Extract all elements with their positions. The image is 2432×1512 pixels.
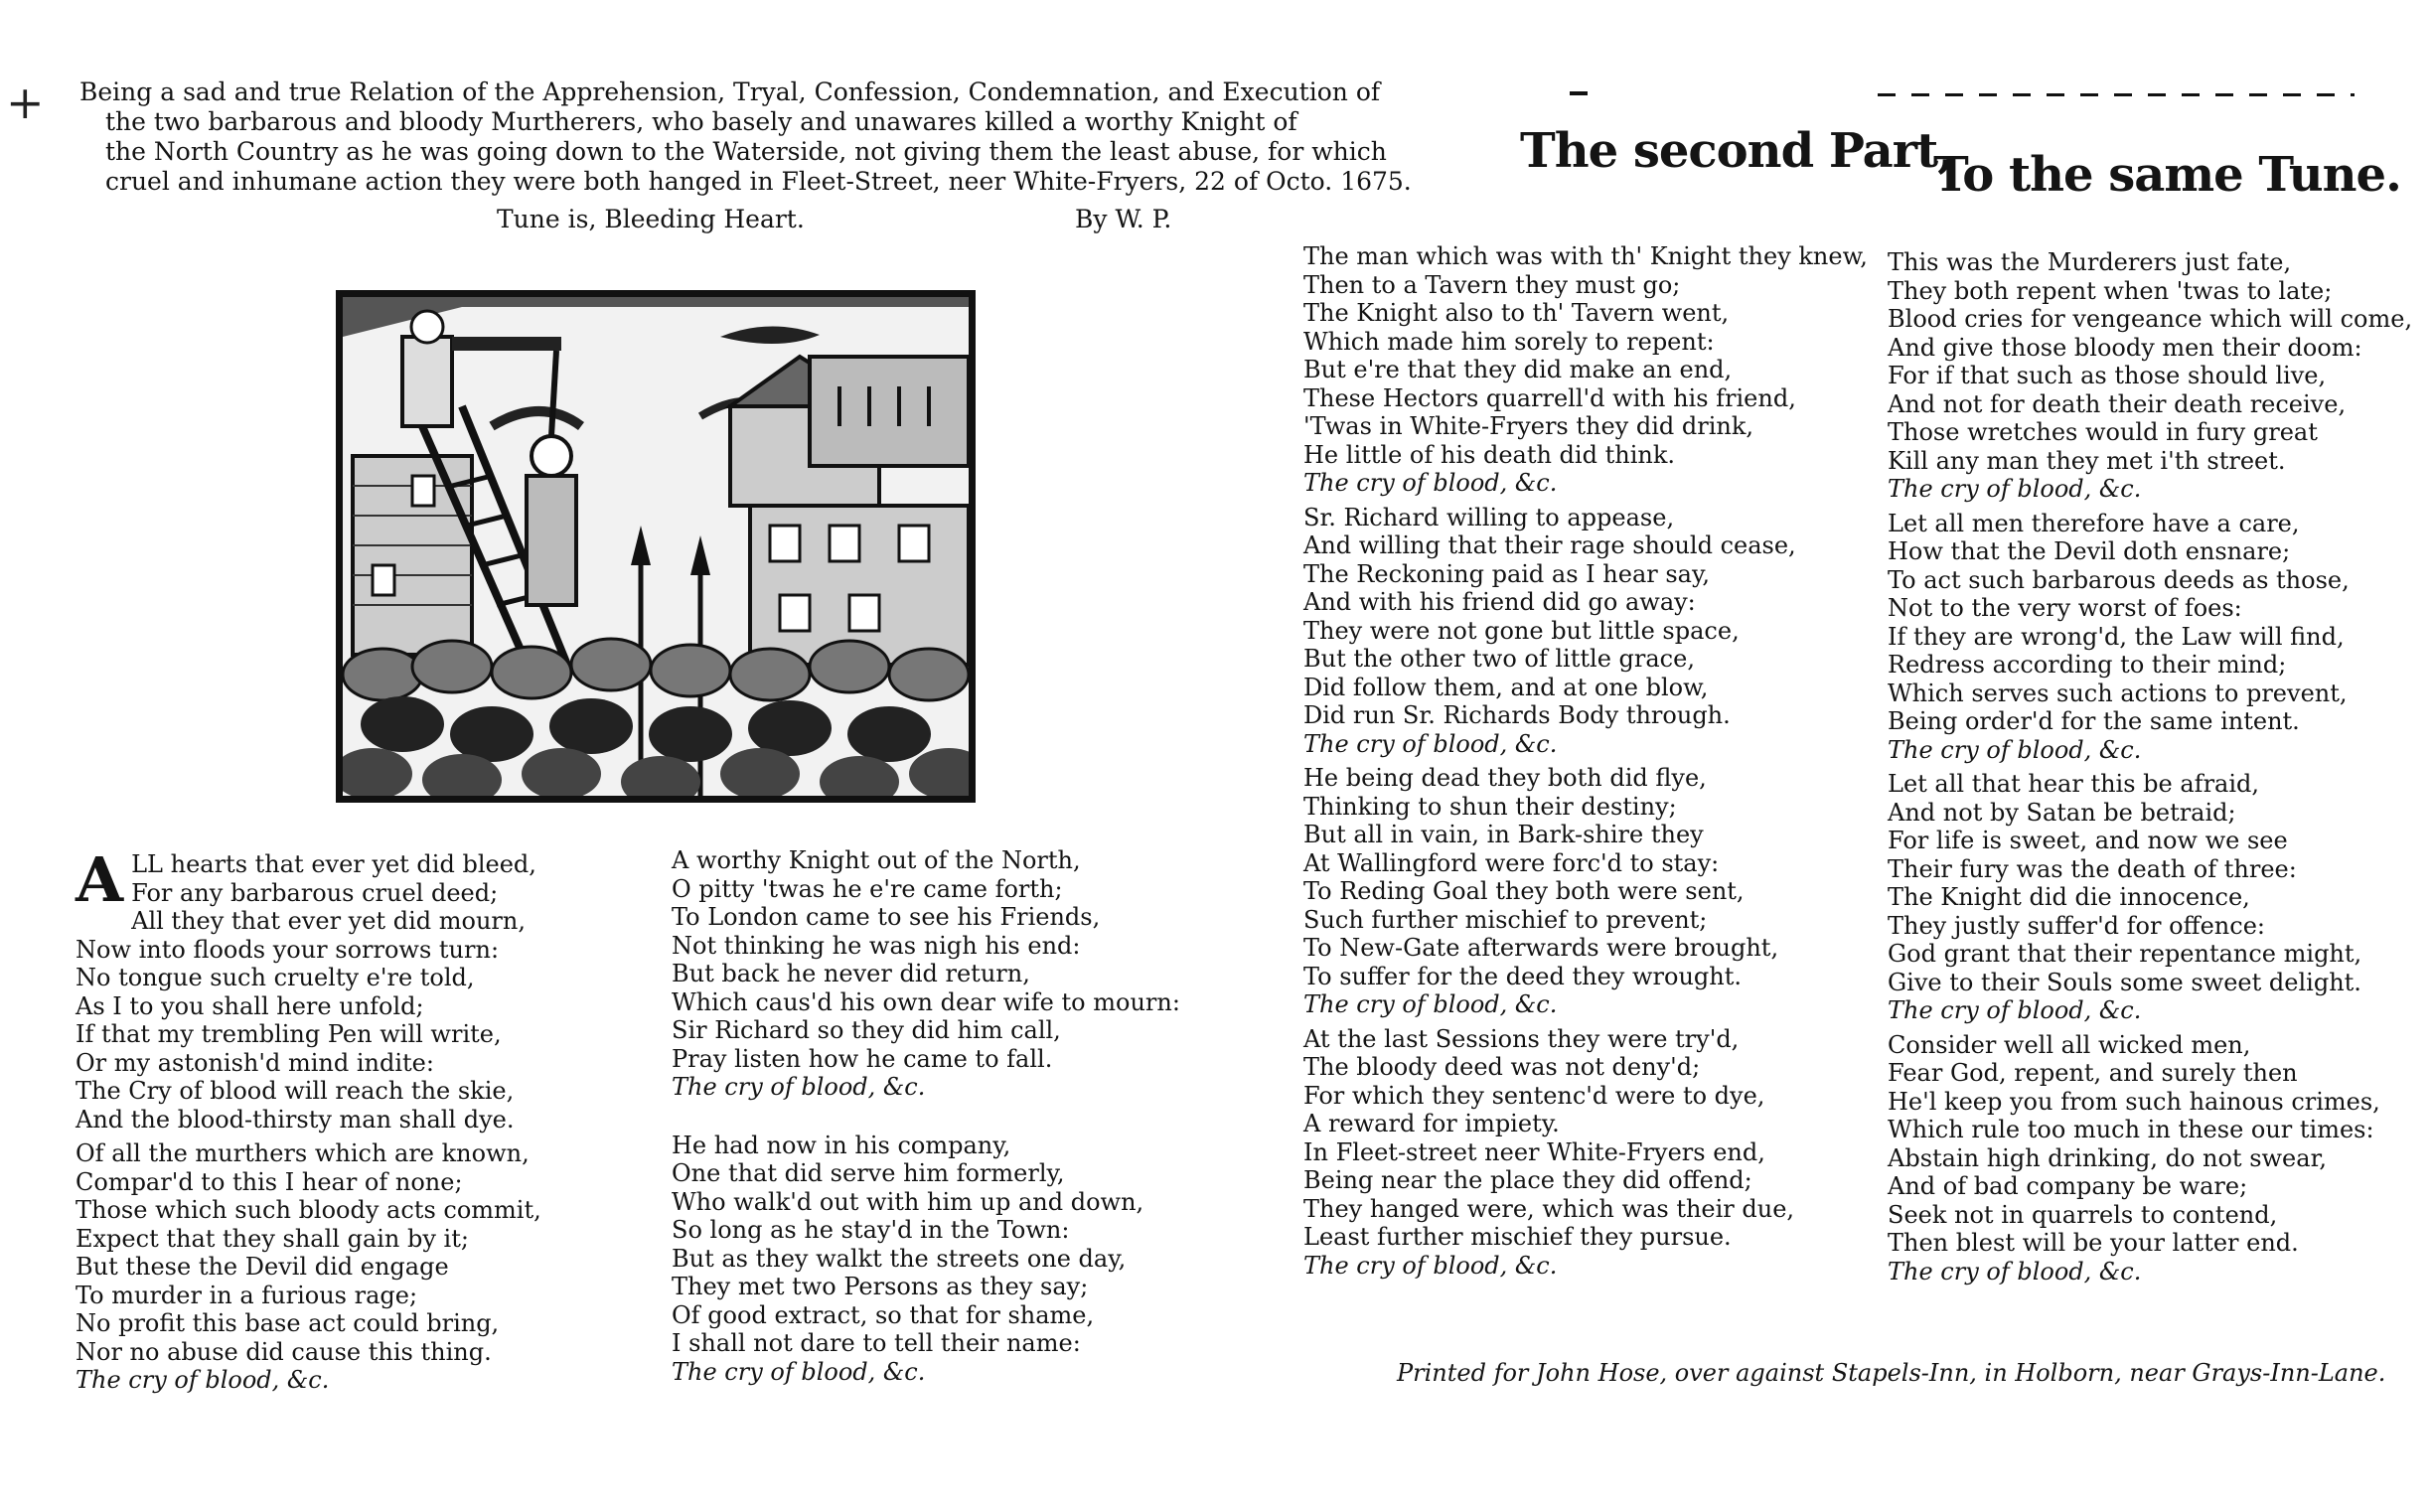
verse-line: Their fury was the death of three: [1888, 854, 2297, 883]
top-rule [1878, 93, 2355, 96]
verse-line: They were not gone but little space, [1303, 616, 1740, 645]
verse-line: Those which such bloody acts commit, [76, 1196, 541, 1224]
verse-line: Then to a Tavern they must go; [1303, 270, 1681, 299]
verse-line: Of good extract, so that for shame, [672, 1300, 1095, 1329]
verse-line: But e're that they did make an end, [1303, 356, 1733, 383]
verse-line: 'Twas in White-Fryers they did drink, [1303, 412, 1754, 440]
woodcut-illustration [343, 297, 969, 796]
verse-line: Kill any man they met i'th street. [1888, 446, 2286, 475]
verse-line: They both repent when 'twas to late; [1888, 276, 2333, 305]
verse-line: Which caus'd his own dear wife to mourn: [672, 987, 1180, 1016]
verse-line: And not for death their death receive, [1888, 389, 2347, 418]
verse-line: And give those bloody men their doom: [1888, 333, 2362, 362]
verse-line: O pitty 'twas he e're came forth; [672, 874, 1063, 903]
verse-line: At Wallingford were forc'd to stay: [1303, 848, 1720, 877]
verse-line: Compar'd to this I hear of none; [76, 1167, 463, 1196]
heading-block [79, 77, 1412, 197]
verse-line: One that did serve him formerly, [672, 1159, 1065, 1187]
verse-line: Now into floods your sorrows turn: [76, 935, 500, 964]
verse-line: Then blest will be your latter end. [1888, 1229, 2299, 1257]
verse-line: LL hearts that ever yet did bleed, [131, 850, 536, 878]
refrain: The cry of blood, &c. [672, 1357, 926, 1386]
refrain: The cry of blood, &c. [1888, 475, 2142, 503]
verse-line: Not to the very worst of foes: [1888, 594, 2242, 622]
verse-line: Consider well all wicked men, [1888, 1030, 2251, 1059]
verse-line: Those wretches would in fury great [1888, 418, 2318, 446]
verse-line: To act such barbarous deeds as those, [1888, 565, 2350, 594]
verse-line: Fear God, repent, and surely then [1888, 1059, 2298, 1087]
verse-column-3 [1303, 242, 1868, 1285]
verse-line: Which rule too much in these our times: [1888, 1116, 2374, 1143]
verse-line: The man which was with th' Knight they knew, [1303, 242, 1868, 270]
verse-line: For life is sweet, and now we see [1888, 827, 2288, 854]
verse-line: If they are wrong'd, the Law will find, [1888, 622, 2345, 651]
stanza [1303, 504, 1860, 759]
verse-line: And with his friend did go away: [1303, 588, 1696, 616]
verse-line: Did follow them, and at one blow, [1303, 673, 1709, 701]
imprint-line: Printed for John Hose, over against Stapels-Inn, in Holborn, near Grays-Inn-Lane. [1397, 1359, 2386, 1387]
stanza [1303, 764, 1860, 1019]
verse-line: These Hectors quarrell'd with his friend, [1303, 383, 1796, 412]
verse-line: For any barbarous cruel deed; [131, 878, 499, 907]
stanza [1303, 242, 1868, 498]
verse-line: And of bad company be ware; [1888, 1172, 2248, 1200]
verse-column-1 [76, 843, 632, 1401]
verse-line: To New-Gate afterwards were brought, [1303, 934, 1779, 962]
heading-line: Being a sad and true Relation of the Apprehension, Tryal, Confession, Condemnation, and Execution of [79, 77, 1381, 106]
stanza [76, 1139, 632, 1395]
heading-line: the two barbarous and bloody Murtherers, who basely and unawares killed a worthy Knight of [105, 107, 1297, 136]
verse-line: A reward for impiety. [1303, 1110, 1560, 1137]
margin-cross-icon: + [6, 76, 45, 129]
verse-line: He had now in his company, [672, 1131, 1011, 1159]
stanza [1888, 1031, 2429, 1286]
refrain: The cry of blood, &c. [1888, 996, 2142, 1024]
verse-line: And willing that their rage should cease, [1303, 531, 1796, 559]
verse-line: He being dead they both did flye, [1303, 764, 1707, 792]
refrain: The cry of blood, &c. [1888, 735, 2142, 764]
verse-line: Being near the place they did offend; [1303, 1166, 1752, 1194]
verse-line: Give to their Souls some sweet delight. [1888, 968, 2361, 996]
verse-line: Such further mischief to prevent; [1303, 905, 1708, 934]
second-part-title: The second Part, [1520, 123, 1953, 179]
refrain: The cry of blood, &c. [672, 1073, 926, 1101]
drop-cap: A [76, 843, 124, 916]
verse-line: But as they walkt the streets one day, [672, 1244, 1127, 1273]
verse-line: Nor no abuse did cause this thing. [76, 1337, 492, 1366]
verse-line: He'l keep you from such hainous crimes, [1888, 1087, 2380, 1116]
verse-line: At the last Sessions they were try'd, [1303, 1024, 1740, 1053]
verse-line: All they that ever yet did mourn, [131, 907, 526, 935]
verse-line: Let all men therefore have a care, [1888, 509, 2300, 537]
verse-line: Being order'd for the same intent. [1888, 707, 2300, 735]
verse-line: No profit this base act could bring, [76, 1309, 500, 1337]
verse-line: Thinking to shun their destiny; [1303, 792, 1677, 821]
verse-line: Expect that they shall gain by it; [76, 1224, 469, 1253]
verse-line: So long as he stay'd in the Town: [672, 1216, 1070, 1244]
verse-line: But all in vain, in Bark-shire they [1303, 821, 1704, 848]
verse-line: Of all the murthers which are known, [76, 1139, 530, 1167]
verse-line: I shall not dare to tell their name: [672, 1329, 1081, 1357]
verse-line: Who walk'd out with him up and down, [672, 1187, 1144, 1216]
verse-line: To murder in a furious rage; [76, 1281, 418, 1309]
verse-column-4 [1888, 248, 2429, 1291]
verse-line: The Reckoning paid as I hear say, [1303, 559, 1710, 588]
verse-line: The Knight did die innocence, [1888, 883, 2250, 911]
verse-line: To Reding Goal they both were sent, [1303, 877, 1745, 905]
verse-line: They hanged were, which was their due, [1303, 1194, 1795, 1223]
tune-line: Tune is, Bleeding Heart. [497, 205, 805, 233]
stanza [1303, 1025, 1860, 1281]
verse-line: Which serves such actions to prevent, [1888, 679, 2348, 707]
right-page [1282, 0, 2432, 1512]
verse-line: For which they sentenc'd were to dye, [1303, 1081, 1765, 1110]
heading-line: cruel and inhumane action they were both hanged in Fleet-Street, neer White-Fryers, 22 of Octo. 1675. [105, 167, 1412, 196]
verse-line: But the other two of little grace, [1303, 645, 1695, 673]
verse-line: To London came to see his Friends, [672, 903, 1101, 931]
verse-line: Seek not in quarrels to contend, [1888, 1200, 2278, 1229]
stanza [672, 1132, 1228, 1387]
verse-line: If that my trembling Pen will write, [76, 1020, 502, 1048]
stanza [1888, 510, 2429, 765]
verse-column-2 [672, 846, 1228, 1392]
stanza [76, 843, 632, 1134]
verse-line: Abstain high drinking, do not swear, [1888, 1143, 2328, 1172]
verse-line: Or my astonish'd mind indite: [76, 1048, 434, 1077]
verse-line: God grant that their repentance might, [1888, 940, 2362, 968]
heading-line: the North Country as he was going down to the Waterside, not giving them the least abuse, for which [105, 137, 1387, 166]
verse-line: Did run Sr. Richards Body through. [1303, 701, 1731, 729]
verse-line: This was the Murderers just fate, [1888, 248, 2292, 276]
top-rule [1570, 91, 1588, 95]
verse-line: But back he never did return, [672, 960, 1030, 987]
verse-line: And the blood-thirsty man shall dye. [76, 1105, 515, 1134]
same-tune-title: To the same Tune. [1933, 147, 2401, 203]
verse-line: Blood cries for vengeance which will come, [1888, 305, 2413, 333]
verse-line: As I to you shall here unfold; [76, 991, 424, 1020]
stanza [672, 846, 1228, 1102]
verse-line: Redress according to their mind; [1888, 651, 2287, 679]
verse-line: Not thinking he was nigh his end: [672, 931, 1081, 960]
verse-line: And not by Satan be betraid; [1888, 798, 2236, 827]
author-line: By W. P. [1075, 205, 1172, 233]
verse-line: Which made him sorely to repent: [1303, 327, 1715, 356]
verse-line: For if that such as those should live, [1888, 362, 2327, 389]
stanza [1888, 248, 2429, 504]
verse-line: Sir Richard so they did him call, [672, 1016, 1061, 1044]
verse-line: But these the Devil did engage [76, 1253, 449, 1281]
verse-line: No tongue such cruelty e're told, [76, 964, 475, 991]
verse-line: The Knight also to th' Tavern went, [1303, 299, 1730, 327]
verse-line: In Fleet-street neer White-Fryers end, [1303, 1137, 1765, 1166]
verse-line: They met two Persons as they say; [672, 1273, 1089, 1300]
verse-line: To suffer for the deed they wrought. [1303, 962, 1742, 990]
refrain: The cry of blood, &c. [1303, 469, 1558, 497]
refrain: The cry of blood, &c. [1888, 1257, 2142, 1285]
verse-line: The bloody deed was not deny'd; [1303, 1053, 1701, 1081]
stanza [1888, 770, 2429, 1025]
refrain: The cry of blood, &c. [1303, 1251, 1558, 1280]
verse-line: A worthy Knight out of the North, [672, 846, 1081, 874]
verse-line: Least further mischief they pursue. [1303, 1223, 1732, 1251]
refrain: The cry of blood, &c. [76, 1366, 330, 1394]
hanging-scene-woodcut-icon [336, 290, 976, 803]
verse-line: How that the Devil doth ensnare; [1888, 537, 2291, 565]
verse-line: Let all that hear this be afraid, [1888, 770, 2260, 798]
verse-line: Pray listen how he came to fall. [672, 1044, 1053, 1073]
verse-line: They justly suffer'd for offence: [1888, 911, 2265, 940]
verse-line: The Cry of blood will reach the skie, [76, 1077, 515, 1105]
verse-line: Sr. Richard willing to appease, [1303, 503, 1675, 531]
refrain: The cry of blood, &c. [1303, 990, 1558, 1018]
refrain: The cry of blood, &c. [1303, 729, 1558, 758]
verse-line: He little of his death did think. [1303, 440, 1675, 469]
